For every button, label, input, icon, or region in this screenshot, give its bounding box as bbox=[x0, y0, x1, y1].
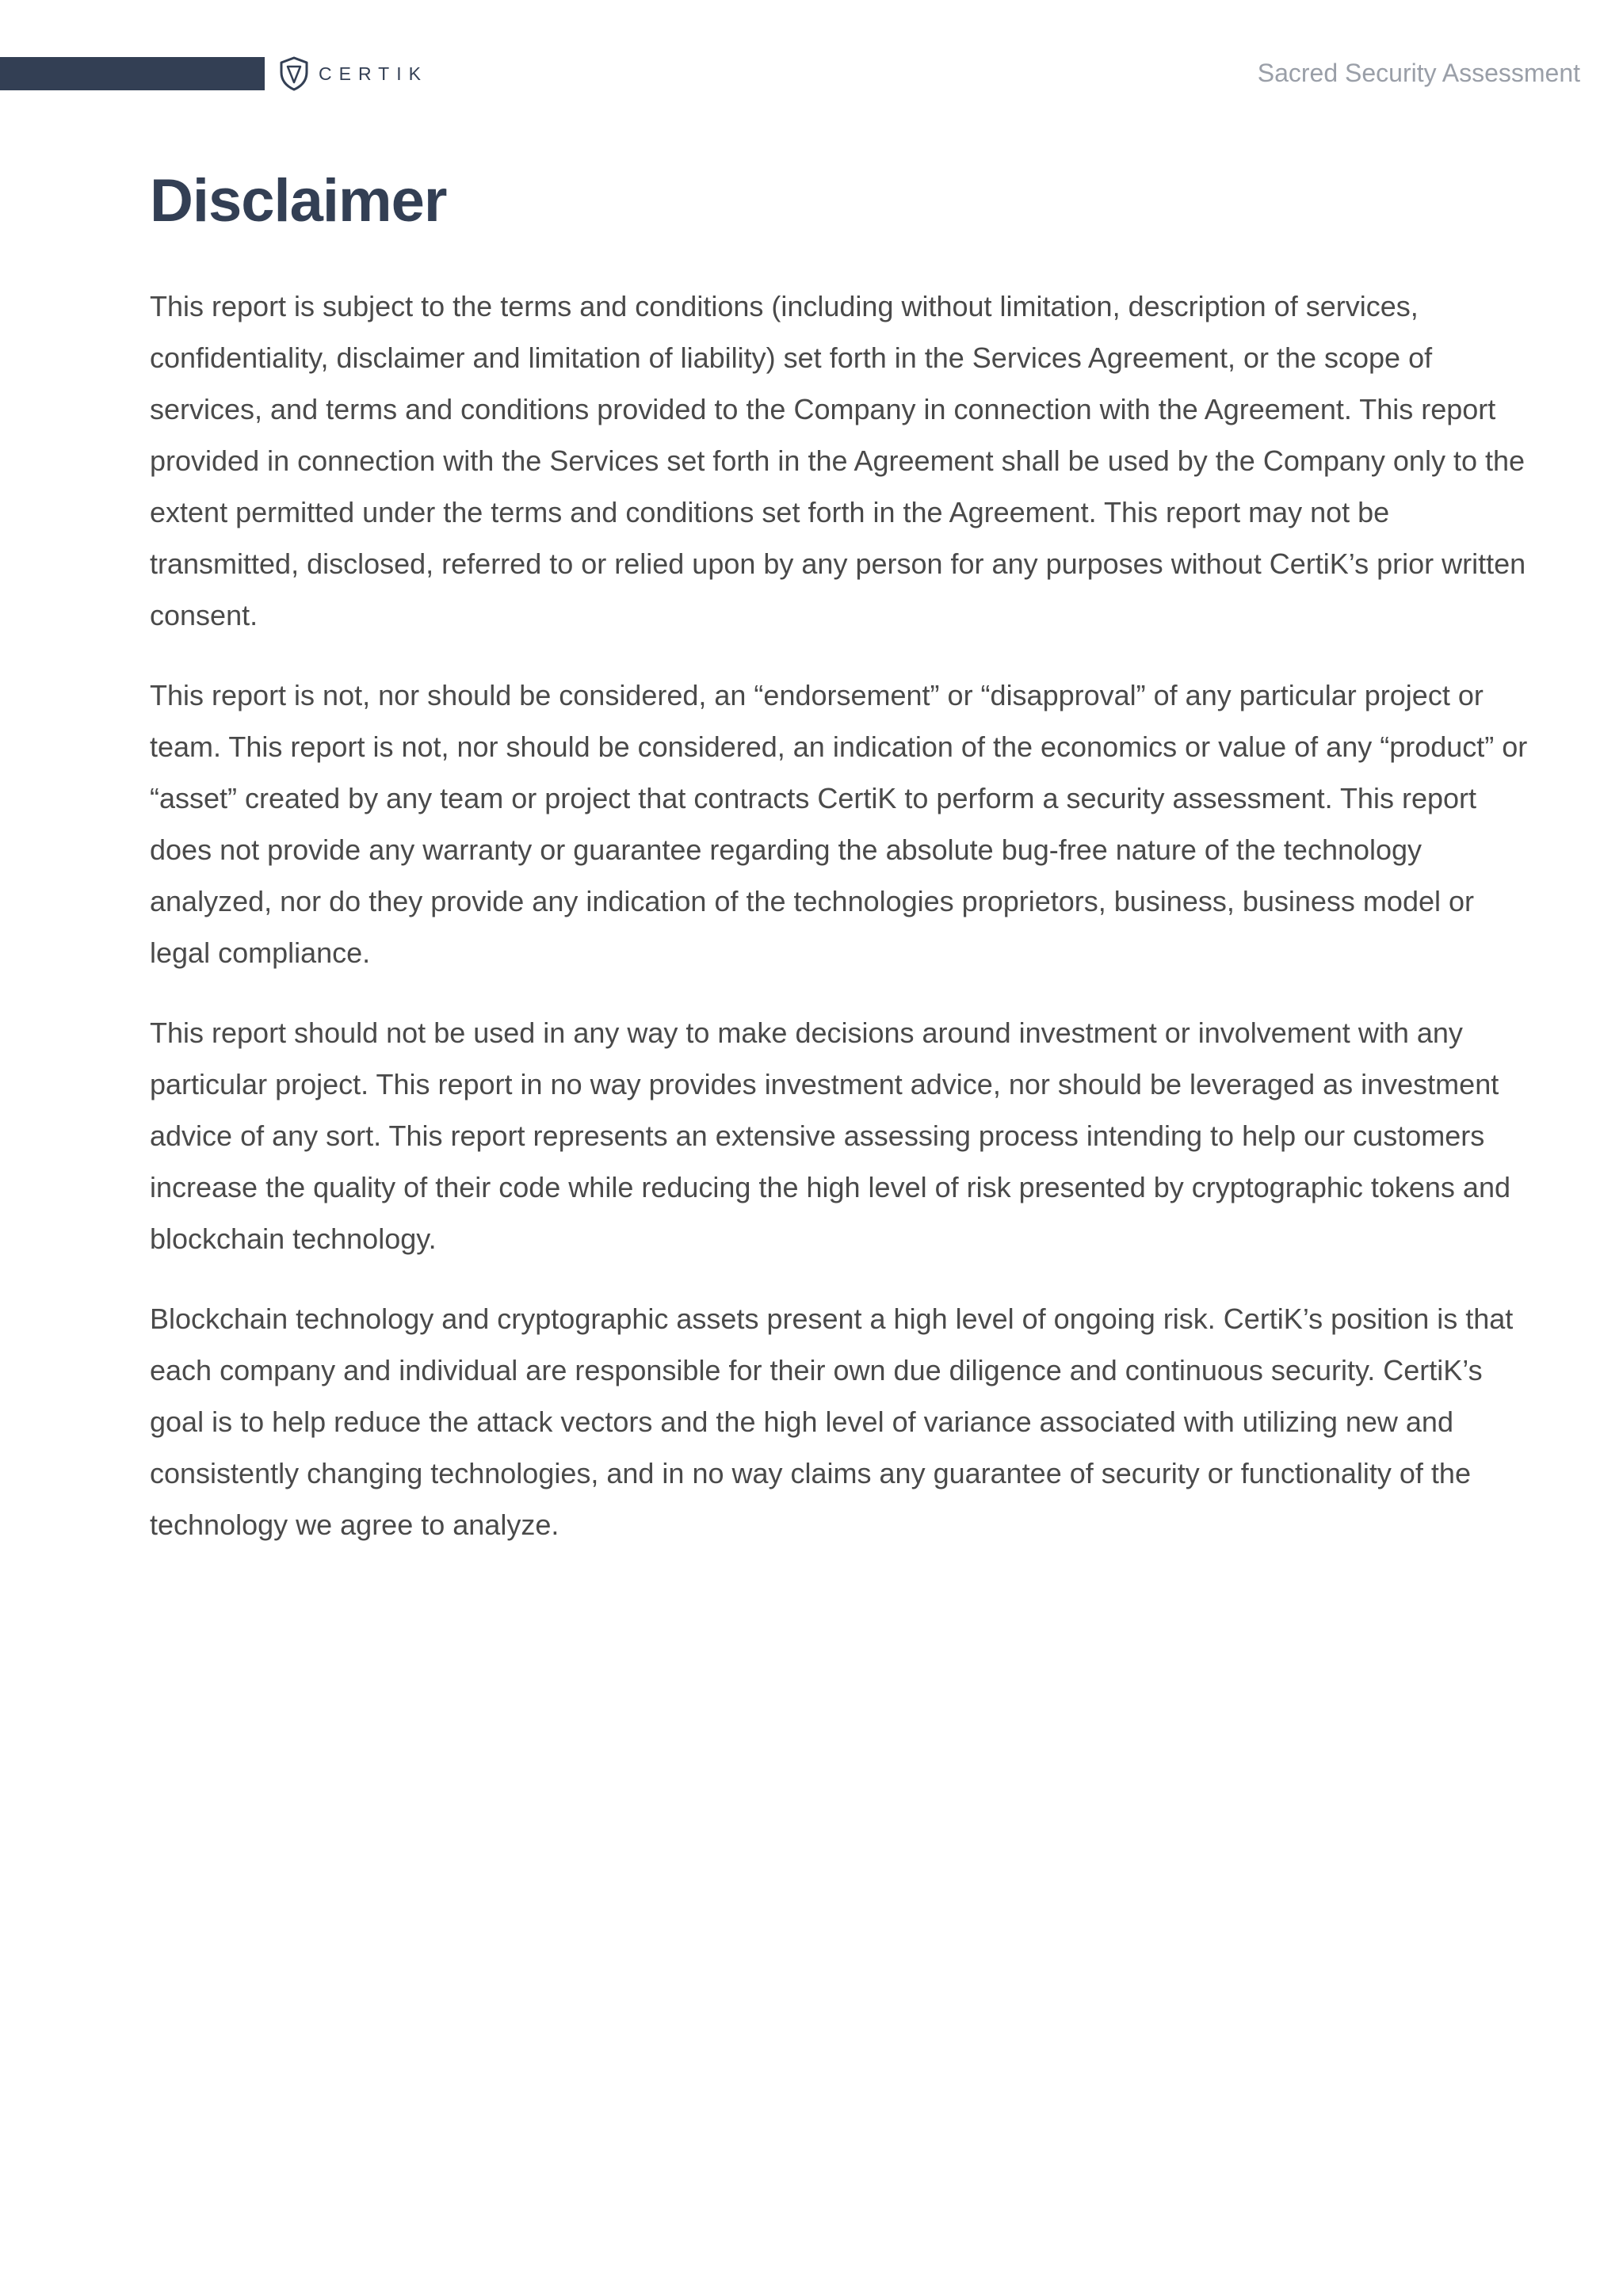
header-accent-bar bbox=[0, 57, 265, 90]
disclaimer-paragraph: This report is not, nor should be considered, an “endorsement” or “disapproval” of any particular project or team. This report is not, nor should be considered, an indication of the economics or value of any “product” or “asset” created by any team or project that contracts CertiK to perform a security assessment. This report does not provide any warranty or guarantee regarding the absolute bug-free nature of the technology analyzed, nor do they provide any indication of the technologies proprietors, business, business model or legal compliance. bbox=[150, 679, 1528, 969]
logo-wordmark: CERTIK bbox=[319, 63, 428, 84]
disclaimer-paragraph: Blockchain technology and cryptographic assets present a high level of ongoing risk. CertiK’s position is that each company and individual are responsible for their own due diligence and continuous security. CertiK’s goal is to help reduce the attack vectors and the high level of variance associated with utilizing new and consistently changing technologies, and in no way claims any guarantee of security or functionality of the technology we agree to analyze. bbox=[150, 1302, 1514, 1541]
disclaimer-paragraph: This report should not be used in any way to make decisions around investment or involvement with any particular project. This report in no way provides investment advice, nor should be leveraged as investment advice of any sort. This report represents an extensive assessing process intending to help our customers increase the quality of their code while reducing the high level of risk presented by cryptographic tokens and blockchain technology. bbox=[150, 1016, 1510, 1255]
page-title: Disclaimer bbox=[150, 167, 447, 235]
certik-logo bbox=[279, 55, 428, 92]
document-title: Sacred Security Assessment bbox=[1257, 59, 1580, 87]
disclaimer-paragraph: This report is subject to the terms and conditions (including without limitation, description of services, confidentiality, disclaimer and limitation of liability) set forth in the Services Agreement, or the scope of services, and terms and conditions provided to the Company in connection with the Agreement. This report provided in connection with the Services set forth in the Agreement shall be used by the Company only to the extent permitted under the terms and conditions set forth in the Agreement. This report may not be transmitted, disclosed, referred to or relied upon by any person for any purposes without CertiK’s prior written consent. bbox=[150, 290, 1526, 631]
certik-shield-logo-icon bbox=[279, 56, 309, 91]
disclaimer-body bbox=[150, 280, 1533, 1579]
